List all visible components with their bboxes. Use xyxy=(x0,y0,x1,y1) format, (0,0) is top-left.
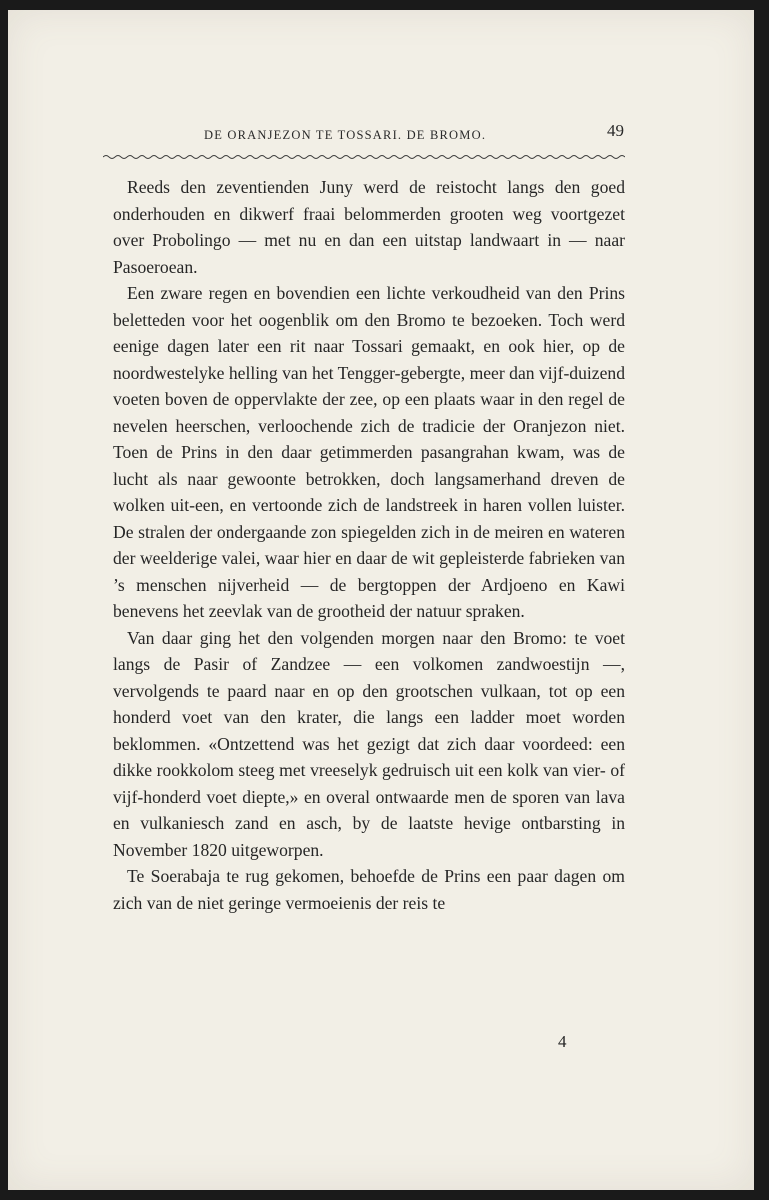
paragraph-3: Van daar ging het den volgenden morgen naar den Bromo: te voet langs de Pasir of Zandzee — een volkomen zandwoestijn —, vervolgends te paard naar en op den grootschen vulkaan, tot op een honderd voet van den krater, die langs een ladder moet worden beklommen. «Ontzettend was het gezigt dat zich daar voordeed: een dikke rookkolom steeg met vreeselyk gedruisch uit een kolk van vier- of vijf-honderd voet diepte,» en overal ontwaarde men de sporen van lava en vulkaniesch zand en asch, by de laatste hevige ontbarsting in November 1820 uitgeworpen. xyxy=(113,627,625,860)
header-wavy-rule xyxy=(103,154,625,160)
paragraph-1: Reeds den zeventienden Juny werd de reistocht langs den goed onderhouden en dikwerf fraai belommerden grooten weg voortgezet over Probolingo — met nu en dan een uitstap landwaart in — naar Pasoeroean. xyxy=(113,177,625,277)
paragraph-4: Te Soerabaja te rug gekomen, behoefde de Prins een paar dagen om zich van de niet geringe vermoeienis der reis te xyxy=(113,866,625,913)
page-header xyxy=(204,118,624,146)
signature-mark: 4 xyxy=(558,1032,567,1051)
running-title: DE ORANJEZON TE TOSSARI. DE BROMO. xyxy=(204,128,487,142)
body-text xyxy=(113,174,625,916)
paragraph-2: Een zware regen en bovendien een lichte verkoudheid van den Prins beletteden voor het oogenblik om den Bromo te bezoeken. Toch werd eenige dagen later een rit naar Tossari gemaakt, en ook hier, op de noordwestelyke helling van het Tengger-gebergte, meer dan vijf-duizend voeten boven de oppervlakte der zee, op een plaats waar in den regel de nevelen heerschen, verloochende zich de tradicie der Oranjezon niet. Toen de Prins in den daar getimmerden pasangrahan kwam, was de lucht als naar gewoonte betrokken, doch langsamerhand dreven de wolken uit-een, en vertoonde zich de landstreek in haren vollen luister. De stralen der ondergaande zon spiegelden zich in de meiren en wateren der weelderige valei, waar hier en daar de wit gepleisterde fabrieken van ’s menschen nijverheid — de bergtoppen der Ardjoeno en Kawi benevens het zeevlak van de grootheid der natuur spraken. xyxy=(113,283,625,621)
page-number: 49 xyxy=(607,121,624,140)
book-page xyxy=(8,10,754,1190)
